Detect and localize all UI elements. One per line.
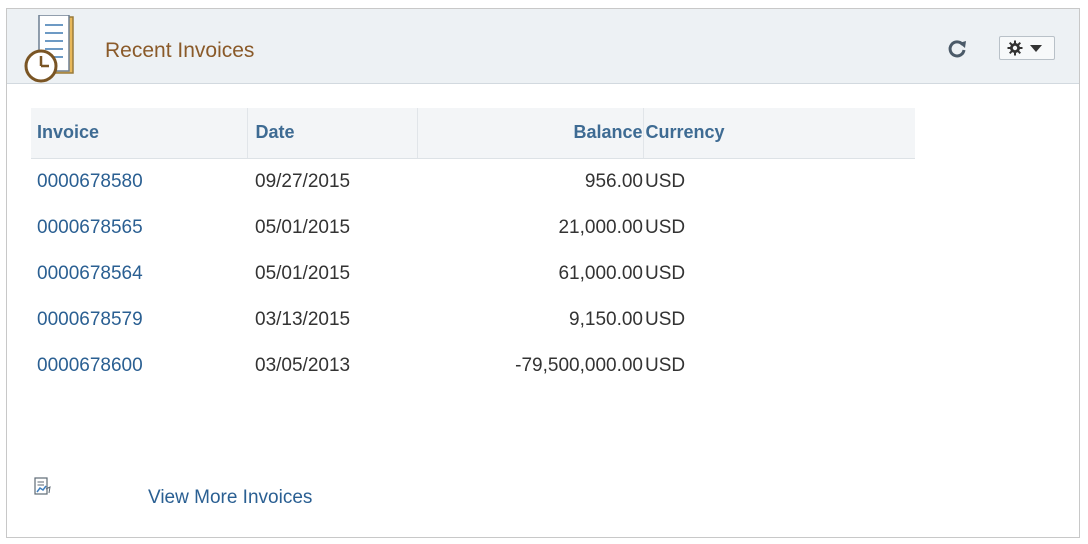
invoice-balance: 21,000.00 <box>558 216 643 238</box>
invoice-date: 03/13/2015 <box>255 308 351 330</box>
pagelet-header <box>7 9 1079 84</box>
settings-menu-button[interactable] <box>999 36 1055 60</box>
gear-icon <box>1007 40 1023 56</box>
invoice-currency: USD <box>645 216 686 238</box>
view-more-invoices-link[interactable]: View More Invoices <box>148 487 313 508</box>
invoice-date: 03/05/2013 <box>255 354 351 376</box>
refresh-icon[interactable] <box>945 37 969 61</box>
invoice-balance: 61,000.00 <box>558 262 643 284</box>
table-row <box>31 251 915 297</box>
invoice-currency: USD <box>645 308 686 330</box>
recent-invoices-pagelet <box>6 8 1080 538</box>
column-header-balance[interactable]: Balance <box>417 108 643 158</box>
invoice-balance: 956.00 <box>584 170 643 192</box>
table-row <box>31 158 915 205</box>
table-header-row <box>31 108 915 158</box>
invoice-link[interactable]: 0000678580 <box>37 170 143 192</box>
invoice-link[interactable]: 0000678579 <box>37 308 143 330</box>
invoice-balance: -79,500,000.00 <box>515 354 643 376</box>
invoice-clock-icon <box>21 15 91 85</box>
invoices-table <box>31 108 915 389</box>
invoice-date: 05/01/2015 <box>255 262 351 284</box>
invoice-link[interactable]: 0000678565 <box>37 216 143 238</box>
column-header-currency[interactable]: Currency <box>643 108 915 158</box>
invoice-date: 09/27/2015 <box>255 170 351 192</box>
table-row <box>31 297 915 343</box>
invoice-link[interactable]: 0000678600 <box>37 354 143 376</box>
chevron-down-icon <box>1030 45 1042 52</box>
invoice-link[interactable]: 0000678564 <box>37 262 143 284</box>
invoice-date: 05/01/2015 <box>255 216 351 238</box>
column-header-invoice[interactable]: Invoice <box>31 108 247 158</box>
table-row <box>31 205 915 251</box>
report-icon <box>33 477 53 497</box>
invoice-currency: USD <box>645 170 686 192</box>
invoice-currency: USD <box>645 354 686 376</box>
column-header-date[interactable]: Date <box>247 108 417 158</box>
invoice-balance: 9,150.00 <box>569 308 643 330</box>
table-row <box>31 343 915 389</box>
pagelet-title: Recent Invoices <box>105 39 255 62</box>
invoice-currency: USD <box>645 262 686 284</box>
